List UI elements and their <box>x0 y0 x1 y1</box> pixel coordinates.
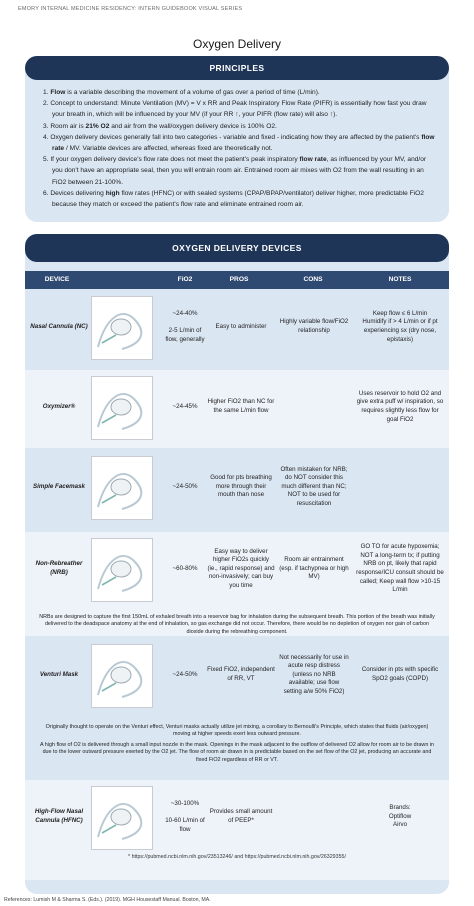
device-row <box>25 780 449 880</box>
device-name: Venturi Mask <box>39 670 79 678</box>
device-cons: Room air entrainment (esp. if tachypnea or high MV) <box>279 556 349 581</box>
principle-number: 4. <box>43 133 49 141</box>
col-notes: NOTES <box>388 276 412 283</box>
device-fio2: ~24-50% <box>172 670 198 678</box>
principle-highlight: high <box>105 189 120 197</box>
device-photo <box>91 456 153 520</box>
devices-heading: OXYGEN DELIVERY DEVICES <box>25 234 449 262</box>
principle-item <box>43 132 435 154</box>
venturi-note-1: Originally thought to operate on the Venturi effect, Venturi masks actually utilize jet mixing, a corollary to Bernoulli's Principle, which states that fluids (air/oxygen) moving at higher speeds exert less outward pressure. <box>45 724 429 738</box>
device-photo <box>91 376 153 440</box>
device-row <box>25 370 449 448</box>
col-cons: CONS <box>303 276 323 283</box>
principle-number: 1. <box>43 89 49 96</box>
principle-text: flow rates (HFNC) or with sealed systems (CPAP/BPAP/ventilator) deliver higher, more predictable FiO2 because they match or exceed the patient's flow rate and eliminate entrained room air. <box>52 189 424 209</box>
principle-text: Oxygen delivery devices generally fall into two categories - variable and fixed - indicating how they are affected by the patient's <box>50 133 422 141</box>
device-cons: Highly variable flow/FiO2 relationship <box>279 318 349 334</box>
device-name: Oxymizer® <box>42 402 76 410</box>
principle-highlight: flow rate <box>52 133 435 153</box>
device-photo <box>91 786 153 850</box>
device-photo <box>91 296 153 360</box>
principle-text: x RR and Peak Inspiratory Flow Rate (PIFR) is essentially how fast you draw your breath in, which will be influenced by your MV (if your RR ↑, your PIFR (flow rate) will also ↑). <box>52 100 427 119</box>
principle-text: Room air is <box>50 122 86 130</box>
principles-heading: PRINCIPLES <box>25 56 449 80</box>
device-notes: Brands: Optiflow Airvo <box>388 804 412 829</box>
venturi-note-2: A high flow of O2 is delivered through a small input nozzle in the mask. Openings in the mask adjacent to the outflow of delivered O2 allow for room air to be drawn in due to the lower outward pressure exerted by the O2 jet. The flow of room air drawn in is predictable based on the set flow of the O2 jet, producing an accurate and fixed FiO2 regardless of RR or VT. <box>39 742 435 763</box>
principle-number: 5. <box>43 156 49 164</box>
device-pros: Higher FiO2 than NC for the same L/min flow <box>207 398 275 414</box>
device-cons: Often mistaken for NRB; do NOT consider this much different than NC; NOT to be used for resuscitation <box>280 465 348 507</box>
device-photo <box>91 644 153 708</box>
device-cons <box>279 370 349 444</box>
principle-item <box>43 188 435 210</box>
references-footer: References: Lumish M & Sharma S. (Eds.). (2019). MGH Housestaff Manual. Boston, MA. <box>4 897 211 903</box>
device-name: Nasal Cannula (NC) <box>30 322 88 330</box>
nrb-note: NRBs are designed to capture the first 150mL of exhaled breath into a reservoir bag for inhalation during the subsequent breath. This portion of the breath was initially delivered to the deadspace anatomy at the end of inhalation, so gas exchange did not occur. Therefore, there would be no depletion of oxygen nor gain of carbon dioxide during the rebreathing component. <box>39 614 435 635</box>
device-pros: Easy to administer <box>215 322 267 330</box>
principle-text: is a variable describing the movement of a volume of gas over a period of time (L/min). <box>65 89 320 96</box>
device-row <box>25 450 449 530</box>
device-notes <box>355 450 445 524</box>
principle-text: Devices delivering <box>50 189 106 197</box>
principle-highlight: Flow <box>50 89 66 96</box>
page-title: Oxygen Delivery <box>192 37 282 51</box>
principle-highlight: 21% O2 <box>85 122 110 130</box>
device-pros: Provides small amount of PEEP* <box>209 808 273 824</box>
device-pros: Good for pts breathing more through their mouth than nose <box>210 474 272 499</box>
principles-card <box>25 56 449 222</box>
principle-item <box>43 154 435 188</box>
devices-card <box>25 234 449 894</box>
col-pros: PROS <box>229 276 249 283</box>
devices-column-header <box>25 271 449 289</box>
device-fio2: ~60-80% <box>172 564 198 572</box>
device-cons <box>279 780 349 854</box>
principles-list <box>25 80 449 210</box>
principle-text: Concept to understand: Minute Ventilation (MV) = V <box>50 100 201 108</box>
principle-highlight: flow rate <box>299 156 327 164</box>
hfnc-references: * https://pubmed.ncbi.nlm.nih.gov/23513246/ and https://pubmed.ncbi.nlm.nih.gov/26329355/ <box>128 854 346 860</box>
device-name: Non-Rebreather (NRB) <box>35 560 83 576</box>
principle-item <box>43 98 435 120</box>
device-photo <box>91 538 153 602</box>
device-name: High-Flow Nasal Cannula (HFNC) <box>34 808 84 824</box>
device-name: Simple Facemask <box>33 482 85 490</box>
col-fio2: FiO2 <box>177 276 193 283</box>
principle-text: , as influenced by your MV, and/or you don't have an appropriate seal, then you will entrain room air. Entrained room air mixes with O2 from the wall resulting in an FiO2 between 21-100%. <box>52 156 427 186</box>
device-fio2: ~24-50% <box>172 482 198 490</box>
device-notes: Uses reservoir to hold O2 and give extra puff w/ inspiration, so requires slightly less flow for goal FiO2 <box>356 389 444 423</box>
principle-number: 3. <box>43 122 49 130</box>
principle-number: 2. <box>43 100 49 108</box>
device-pros: Easy way to deliver higher FiO2s quickly (ie., rapid response) and non-invasively; can buy you time <box>207 547 275 589</box>
principle-item <box>43 87 435 98</box>
device-fio2: ~24-40% 2-5 L/min of flow, generally <box>165 309 205 343</box>
device-fio2: ~24-45% <box>172 402 198 410</box>
series-label: EMORY INTERNAL MEDICINE RESIDENCY: INTERN GUIDEBOOK VISUAL SERIES <box>18 6 243 12</box>
device-fio2: ~30-100% 10-60 L/min of flow <box>165 799 205 833</box>
device-notes: Consider in pts with specific SpO2 goals (COPD) <box>361 666 439 682</box>
principle-text: / MV. Variable devices are affected, whereas fixed are theoretically not. <box>64 145 273 153</box>
col-device: DEVICE <box>44 276 70 283</box>
device-pros: Fixed FiO2, independent of RR, VT <box>207 666 275 682</box>
principle-text: If your oxygen delivery device's flow rate does not meet the patient's peak inspiratory <box>50 156 300 164</box>
device-notes: Keep flow ≤ 6 L/min Humidify if > 4 L/min or if pt experiencing sx (dry nose, epistaxis) <box>362 309 438 343</box>
device-cons: Not necessarily for use in acute resp distress (unless no NRB available; use flow setting a/w 50% FiO2) <box>279 653 349 695</box>
principle-item <box>43 121 435 132</box>
principle-text: and air from the wall/oxygen delivery device is 100% O2. <box>109 122 277 130</box>
device-notes: GO TO for acute hypoxemia; NOT a long-term tx; if putting NRB on pt, likely that rapid response/ICU consult should be called; Keep wall flow >10-15 L/min <box>356 543 444 594</box>
device-row <box>25 290 449 368</box>
principle-number: 6. <box>43 189 49 197</box>
